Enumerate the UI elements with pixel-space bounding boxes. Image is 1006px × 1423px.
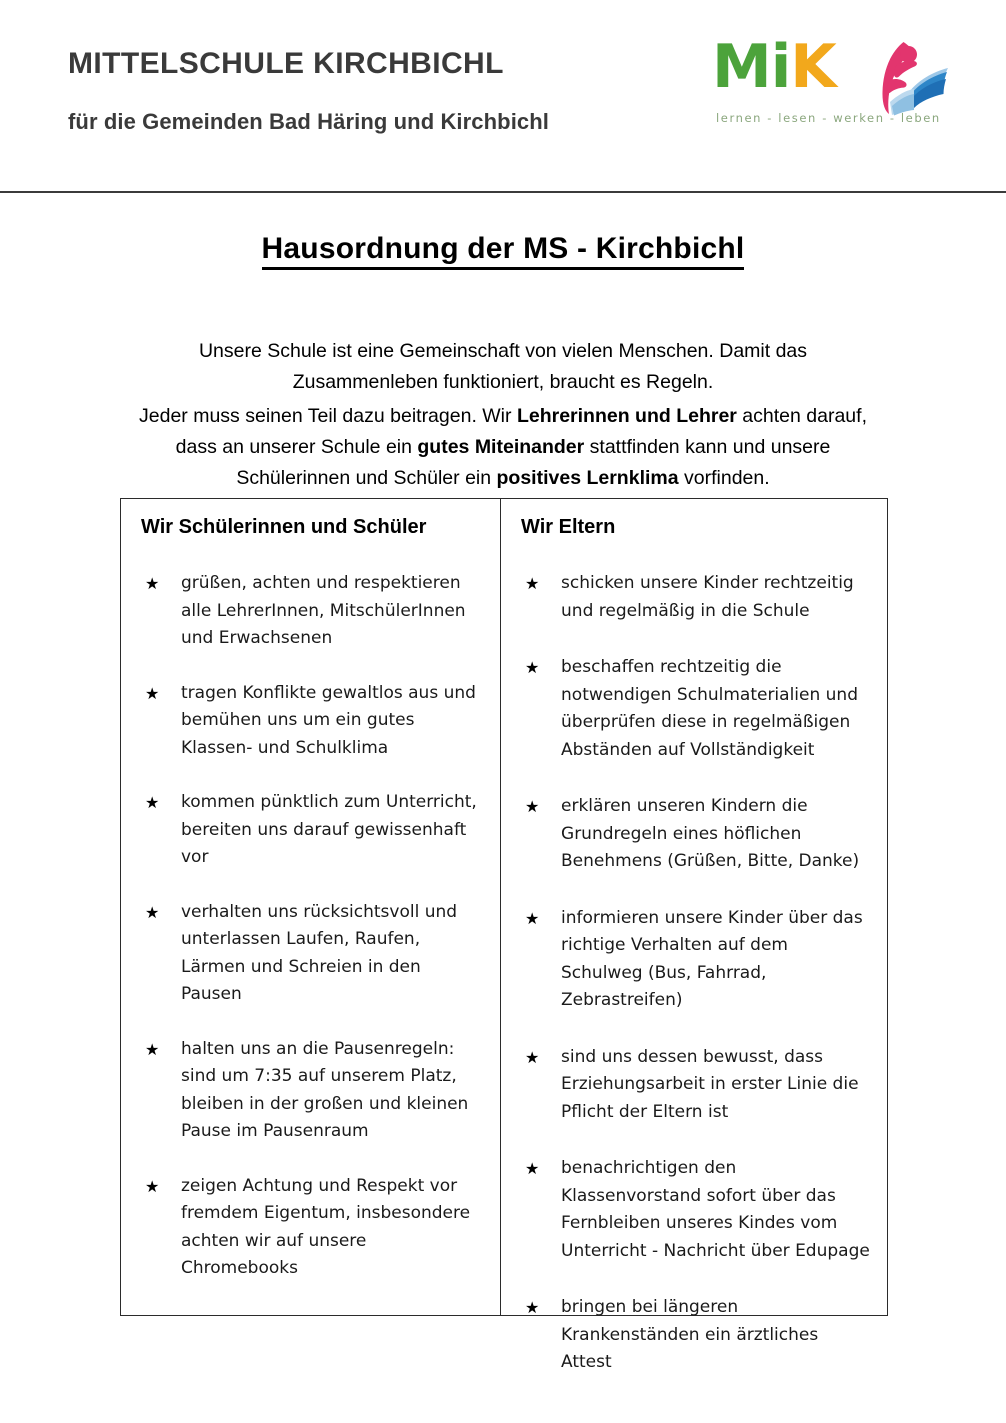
intro-paragraph-1 — [120, 336, 886, 398]
star-bullet-icon: ★ — [145, 902, 160, 922]
star-bullet-icon: ★ — [525, 1047, 540, 1067]
rule-item — [145, 680, 486, 763]
intro-2-bold-2: gutes Miteinander — [417, 436, 585, 458]
rule-item — [145, 789, 486, 872]
logo-letter-m: M — [712, 32, 771, 102]
rule-item-text: informieren unsere Kinder über das richtige Verhalten auf dem Schulweg (Bus, Fahrrad, Zebrastreifen) — [561, 907, 863, 1010]
parents-rule-list — [515, 570, 873, 1377]
rule-item-text: benachrichtigen den Klassenvorstand sofort über das Fernbleiben unseres Kindes vom Unterricht - Nachricht über Edupage — [561, 1158, 870, 1261]
rules-table — [120, 498, 888, 1372]
rule-item — [525, 1044, 873, 1127]
logo-wordmark — [712, 34, 836, 100]
star-bullet-icon: ★ — [145, 574, 160, 593]
rule-item-text: erklären unseren Kindern die Grundregeln eines höflichen Benehmens (Grüßen, Bitte, Danke) — [561, 796, 860, 871]
star-bullet-icon: ★ — [145, 1039, 160, 1059]
star-bullet-icon: ★ — [525, 797, 540, 816]
intro-2-part-4: vorfinden. — [678, 467, 770, 489]
rule-item — [145, 1036, 486, 1146]
rule-item — [525, 1294, 873, 1377]
star-bullet-icon: ★ — [525, 658, 540, 677]
star-bullet-icon: ★ — [525, 1298, 540, 1317]
intro-paragraph-2 — [120, 401, 886, 494]
rule-item-text: kommen pünktlich zum Unterricht, bereiten uns darauf gewissenhaft vor — [181, 792, 477, 867]
rule-item-text: tragen Konflikte gewaltlos aus und bemühen uns um ein gutes Klassen- und Schulklima — [181, 682, 476, 758]
logo-letter-i: i — [770, 32, 791, 102]
rule-item-text: beschaffen rechtzeitig die notwendigen Schulmaterialien und überprüfen diese in regelmäßigen Abständen auf Vollständigkeit — [561, 657, 859, 760]
intro-2-bold-3: positives Lernklima — [496, 467, 679, 489]
star-bullet-icon: ★ — [145, 683, 160, 703]
rule-item — [525, 654, 873, 764]
reader-figure-book-icon — [870, 36, 954, 116]
column-header-parents: Wir Eltern — [521, 516, 616, 538]
rule-item-text: sind uns dessen bewusst, dass Erziehungsarbeit in erster Linie die Pflicht der Eltern ist — [561, 1046, 859, 1122]
rule-item-text: bringen bei längeren Krankenständen ein ärztliches Attest — [561, 1297, 819, 1372]
header-divider — [0, 191, 1006, 193]
rule-item-text: halten uns an die Pausenregeln: sind um 7:35 auf unserem Platz, bleiben in der großen und kleinen Pause im Pausenraum — [181, 1038, 469, 1141]
star-bullet-icon: ★ — [145, 1176, 160, 1196]
rule-item-text: verhalten uns rücksichtsvoll und unterlassen Laufen, Raufen, Lärmen und Schreien in den Pausen — [181, 901, 458, 1004]
rules-column-students — [121, 499, 501, 1315]
rule-item — [525, 570, 873, 625]
rule-item — [525, 905, 873, 1015]
rule-item — [145, 1173, 486, 1283]
star-bullet-icon: ★ — [525, 1159, 540, 1178]
intro-1-line-1: Unsere Schule ist eine Gemeinschaft von vielen Menschen. Damit das — [198, 340, 808, 362]
intro-1-line-2: Zusammenleben funktioniert, braucht es Regeln. — [292, 371, 714, 393]
students-rule-list — [135, 570, 486, 1283]
school-name: MITTELSCHULE KIRCHBICHL — [68, 47, 504, 80]
intro-2-part-1: Jeder muss seinen Teil dazu beitragen. Wir — [139, 405, 517, 427]
logo-tagline: lernen - lesen - werken - leben — [716, 111, 941, 125]
rules-column-parents — [501, 499, 887, 1372]
document-title — [0, 232, 1006, 266]
rule-item — [145, 899, 486, 1009]
star-bullet-icon: ★ — [145, 793, 160, 812]
intro-2-part-3: stattfinden kann und unsere Schülerinnen und Schüler ein — [236, 436, 831, 489]
intro-2-bold-1: Lehrerinnen und Lehrer — [516, 405, 737, 427]
star-bullet-icon: ★ — [525, 908, 540, 928]
logo-letter-k: K — [790, 32, 836, 102]
rule-item — [525, 793, 873, 876]
column-header-students: Wir Schülerinnen und Schüler — [141, 516, 427, 538]
rule-item-text: zeigen Achtung und Respekt vor fremdem Eigentum, insbesondere achten wir auf unsere Chromebooks — [181, 1175, 471, 1278]
rule-item — [145, 570, 486, 653]
rule-item-text: schicken unsere Kinder rechtzeitig und regelmäßig in die Schule — [561, 573, 854, 621]
document-title-text: Hausordnung der MS - Kirchbichl — [262, 232, 745, 270]
letterhead — [0, 0, 1006, 192]
star-bullet-icon: ★ — [525, 574, 540, 593]
intro-2-part-2: achten darauf, dass an unserer Schule ein — [175, 405, 867, 458]
mik-logo — [712, 34, 952, 144]
rule-item — [525, 1155, 873, 1265]
rule-item-text: grüßen, achten und respektieren alle LehrerInnen, MitschülerInnen und Erwachsenen — [181, 573, 466, 648]
school-subtitle: für die Gemeinden Bad Häring und Kirchbichl — [68, 109, 550, 134]
